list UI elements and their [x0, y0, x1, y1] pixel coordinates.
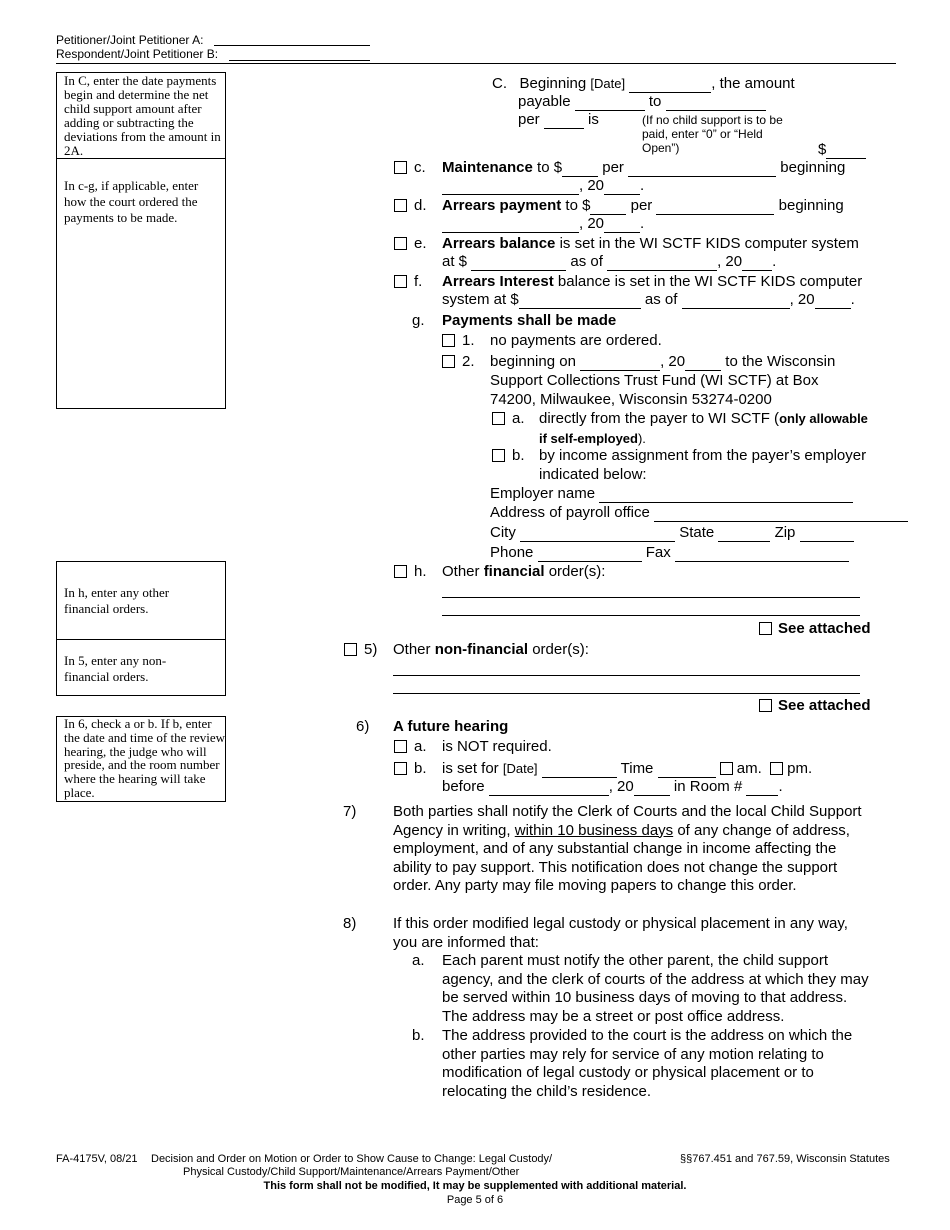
employer-name-row: Employer name [490, 485, 853, 503]
section-c-line1: C. Beginning [Date] , the amount [492, 75, 795, 92]
maintenance-amount-field[interactable] [562, 162, 598, 177]
petitioner-label: Petitioner/Joint Petitioner A: [56, 33, 204, 47]
state-field[interactable] [718, 527, 770, 542]
zip-field[interactable] [800, 527, 854, 542]
hearing-year-field[interactable] [634, 781, 670, 796]
item-h-letter: h. [414, 563, 427, 580]
city-state-zip-row: City State Zip [490, 524, 854, 542]
arrears-balance-year-field[interactable] [742, 256, 772, 271]
item-6b-line1: is set for [Date] Time am. pm. [442, 760, 813, 777]
item-5-num: 5) [364, 641, 378, 658]
item-g-letter: g. [412, 312, 425, 329]
g2-line2: Support Collections Trust Fund (WI SCTF) at Box [490, 372, 819, 389]
nonfinancial-see-attached-checkbox[interactable] [759, 699, 772, 712]
item-c-letter: c. [414, 159, 426, 176]
hearing-date-field[interactable] [542, 763, 617, 778]
sidebar-box-divider [56, 158, 226, 159]
item-5-label: Other non-financial order(s): [393, 641, 589, 658]
financial-see-attached-checkbox[interactable] [759, 622, 772, 635]
item-8b-text: The address provided to the court is the address on which the other parties may rely for service of any motion relating to modification of legal custody or physical placement or to relocating the child’s residence. [442, 1027, 853, 1100]
footer-title-line2: Physical Custody/Child Support/Maintenance/Arrears Payment/Other [183, 1166, 520, 1178]
g1-text: no payments are ordered. [490, 332, 662, 349]
maintenance-per-field[interactable] [628, 162, 776, 177]
footer-title-line1: Decision and Order on Motion or Order to Show Cause to Change: Legal Custody/ [151, 1153, 553, 1165]
no-payments-checkbox[interactable] [442, 334, 455, 347]
financial-order-line-2[interactable] [442, 615, 860, 616]
note-h: In h, enter any other financial orders. [64, 585, 170, 616]
arrears-interest-checkbox[interactable] [394, 275, 407, 288]
note-c-g: In c-g, if applicable, enter how the court ordered the payments to be made. [64, 178, 199, 225]
maintenance-begin-field[interactable] [442, 180, 579, 195]
payments-begin-year-field[interactable] [685, 356, 721, 371]
item-d-line2: , 20 . [442, 215, 644, 233]
c-payee-field[interactable] [666, 96, 766, 111]
g2b-letter: b. [512, 447, 525, 464]
item-d-line1: Arrears payment to $ per beginning [442, 197, 844, 214]
arrears-balance-amount-field[interactable] [471, 256, 566, 271]
item-8-intro: If this order modified legal custody or physical placement in any way, you are informed that: [393, 915, 848, 951]
arrears-payment-begin-field[interactable] [442, 218, 579, 233]
c-per-field[interactable] [544, 114, 584, 129]
header-divider [56, 63, 896, 64]
g2-line1: beginning on , 20 to the Wisconsin [490, 353, 836, 370]
pm-checkbox[interactable] [770, 762, 783, 775]
payments-beginning-checkbox[interactable] [442, 355, 455, 368]
c-begin-date-field[interactable] [629, 78, 711, 93]
room-number-field[interactable] [746, 781, 778, 796]
item-f-line1: Arrears Interest balance is set in the WI SCTF KIDS computer [442, 273, 863, 290]
item-e-line2: at $ as of , 20 . [442, 253, 777, 270]
item-c-line1: Maintenance to $ per beginning [442, 159, 846, 176]
phone-fax-row: Phone Fax [490, 544, 849, 562]
item-7-num: 7) [343, 803, 357, 820]
arrears-payment-per-field[interactable] [656, 200, 774, 215]
item-d-letter: d. [414, 197, 427, 214]
item-8-num: 8) [343, 915, 357, 932]
payroll-address-row: Address of payroll office [490, 504, 908, 522]
item-f-line2: system at $ as of , 20 . [442, 291, 855, 308]
item-6a-text: is NOT required. [442, 738, 552, 755]
city-field[interactable] [520, 527, 675, 542]
hearing-time-field[interactable] [658, 763, 716, 778]
item-6a-letter: a. [414, 738, 427, 755]
arrears-interest-year-field[interactable] [815, 294, 851, 309]
item-6b-line2: before , 20 in Room # . [442, 778, 783, 795]
maintenance-year-field[interactable] [604, 180, 640, 195]
fax-field[interactable] [675, 547, 849, 562]
item-e-letter: e. [414, 235, 427, 252]
item-g-title: Payments shall be made [442, 312, 617, 329]
g1-num: 1. [462, 332, 475, 349]
arrears-interest-amount-field[interactable] [519, 294, 641, 309]
section-c-hint: (If no child support is to be paid, enter “0” or “Held Open”) [642, 113, 783, 155]
g2b-line2: indicated below: [539, 466, 647, 483]
payroll-address-field[interactable] [654, 507, 908, 522]
g2a-line1: directly from the payer to WI SCTF (only allowable [539, 410, 868, 427]
nonfinancial-see-attached-label: See attached [778, 697, 871, 714]
arrears-payment-year-field[interactable] [604, 218, 640, 233]
item-6-num: 6) [356, 718, 370, 735]
item-e-line1: Arrears balance is set in the WI SCTF KIDS computer system [442, 235, 859, 252]
maintenance-checkbox[interactable] [394, 161, 407, 174]
note-c: In C, enter the date payments begin and determine the net child support amount after adding or subtracting the deviations from the amount in 2A. [64, 73, 221, 158]
note-5: In 5, enter any non-financial orders. [64, 653, 167, 684]
g2b-line1: by income assignment from the payer’s employer [539, 447, 867, 464]
section-c-line3: per is [518, 111, 599, 128]
employer-name-field[interactable] [599, 488, 853, 503]
other-nonfinancial-checkbox[interactable] [344, 643, 357, 656]
item-8a-text: Each parent must notify the other parent, the child support agency, and the clerk of courts of the address at which they may be served within 10 business days of moving to that address. The address may be a street or post office address. [442, 952, 869, 1025]
g2-num: 2. [462, 353, 475, 370]
item-7-text: Both parties shall notify the Clerk of Courts and the local Child Support Agency in writing, within 10 business days of any change of address, employment, and of any substantial change in income affecting the ability to pay support. This notification does not change the support order. Any party may file moving papers to change this order. [393, 803, 862, 894]
hearing-not-required-checkbox[interactable] [394, 740, 407, 753]
section-c-line2: payable to [518, 93, 766, 111]
petitioner-name-field[interactable] [214, 31, 370, 46]
section-c-amount: $ [818, 141, 866, 159]
item-h-label: Other financial order(s): [442, 563, 606, 580]
financial-see-attached-label: See attached [778, 620, 871, 637]
item-8b-letter: b. [412, 1027, 425, 1044]
item-6b-letter: b. [414, 760, 427, 777]
am-checkbox[interactable] [720, 762, 733, 775]
arrears-payment-checkbox[interactable] [394, 199, 407, 212]
footer-statutes: §§767.451 and 767.59, Wisconsin Statutes [680, 1153, 890, 1165]
footer-form-id: FA-4175V, 08/21 [56, 1153, 138, 1165]
note-6: In 6, check a or b. If b, enter the date and time of the review hearing, the judge who will preside, and the room number where the hearing will take place. [64, 716, 225, 800]
sidebar-box-middle-divider [56, 639, 226, 640]
c-amount-field[interactable] [826, 144, 866, 159]
arrears-balance-date-field[interactable] [607, 256, 717, 271]
item-f-letter: f. [414, 273, 423, 290]
respondent-name-field[interactable] [229, 46, 370, 61]
item-6-title: A future hearing [393, 718, 509, 735]
nonfinancial-order-line-1[interactable] [393, 675, 860, 676]
arrears-payment-amount-field[interactable] [590, 200, 626, 215]
hearing-set-checkbox[interactable] [394, 762, 407, 775]
arrears-interest-date-field[interactable] [682, 294, 790, 309]
phone-field[interactable] [538, 547, 642, 562]
respondent-label: Respondent/Joint Petitioner B: [56, 47, 219, 61]
arrears-balance-checkbox[interactable] [394, 237, 407, 250]
g2a-line2: if self-employed). [539, 431, 646, 446]
direct-payment-checkbox[interactable] [492, 412, 505, 425]
g2a-letter: a. [512, 410, 525, 427]
income-assignment-checkbox[interactable] [492, 449, 505, 462]
payments-begin-date-field[interactable] [580, 356, 660, 371]
item-8a-letter: a. [412, 952, 425, 969]
judge-field[interactable] [489, 781, 609, 796]
other-financial-checkbox[interactable] [394, 565, 407, 578]
nonfinancial-order-line-2[interactable] [393, 693, 860, 694]
footer-page-number: Page 5 of 6 [446, 1194, 504, 1206]
item-c-line2: , 20 . [442, 177, 644, 195]
financial-order-line-1[interactable] [442, 597, 860, 598]
footer-notice: This form shall not be modified, It may be supplemented with additional material. [263, 1180, 687, 1192]
g2-line3: 74200, Milwaukee, Wisconsin 53274-0200 [490, 391, 772, 408]
c-payable-field[interactable] [575, 96, 645, 111]
